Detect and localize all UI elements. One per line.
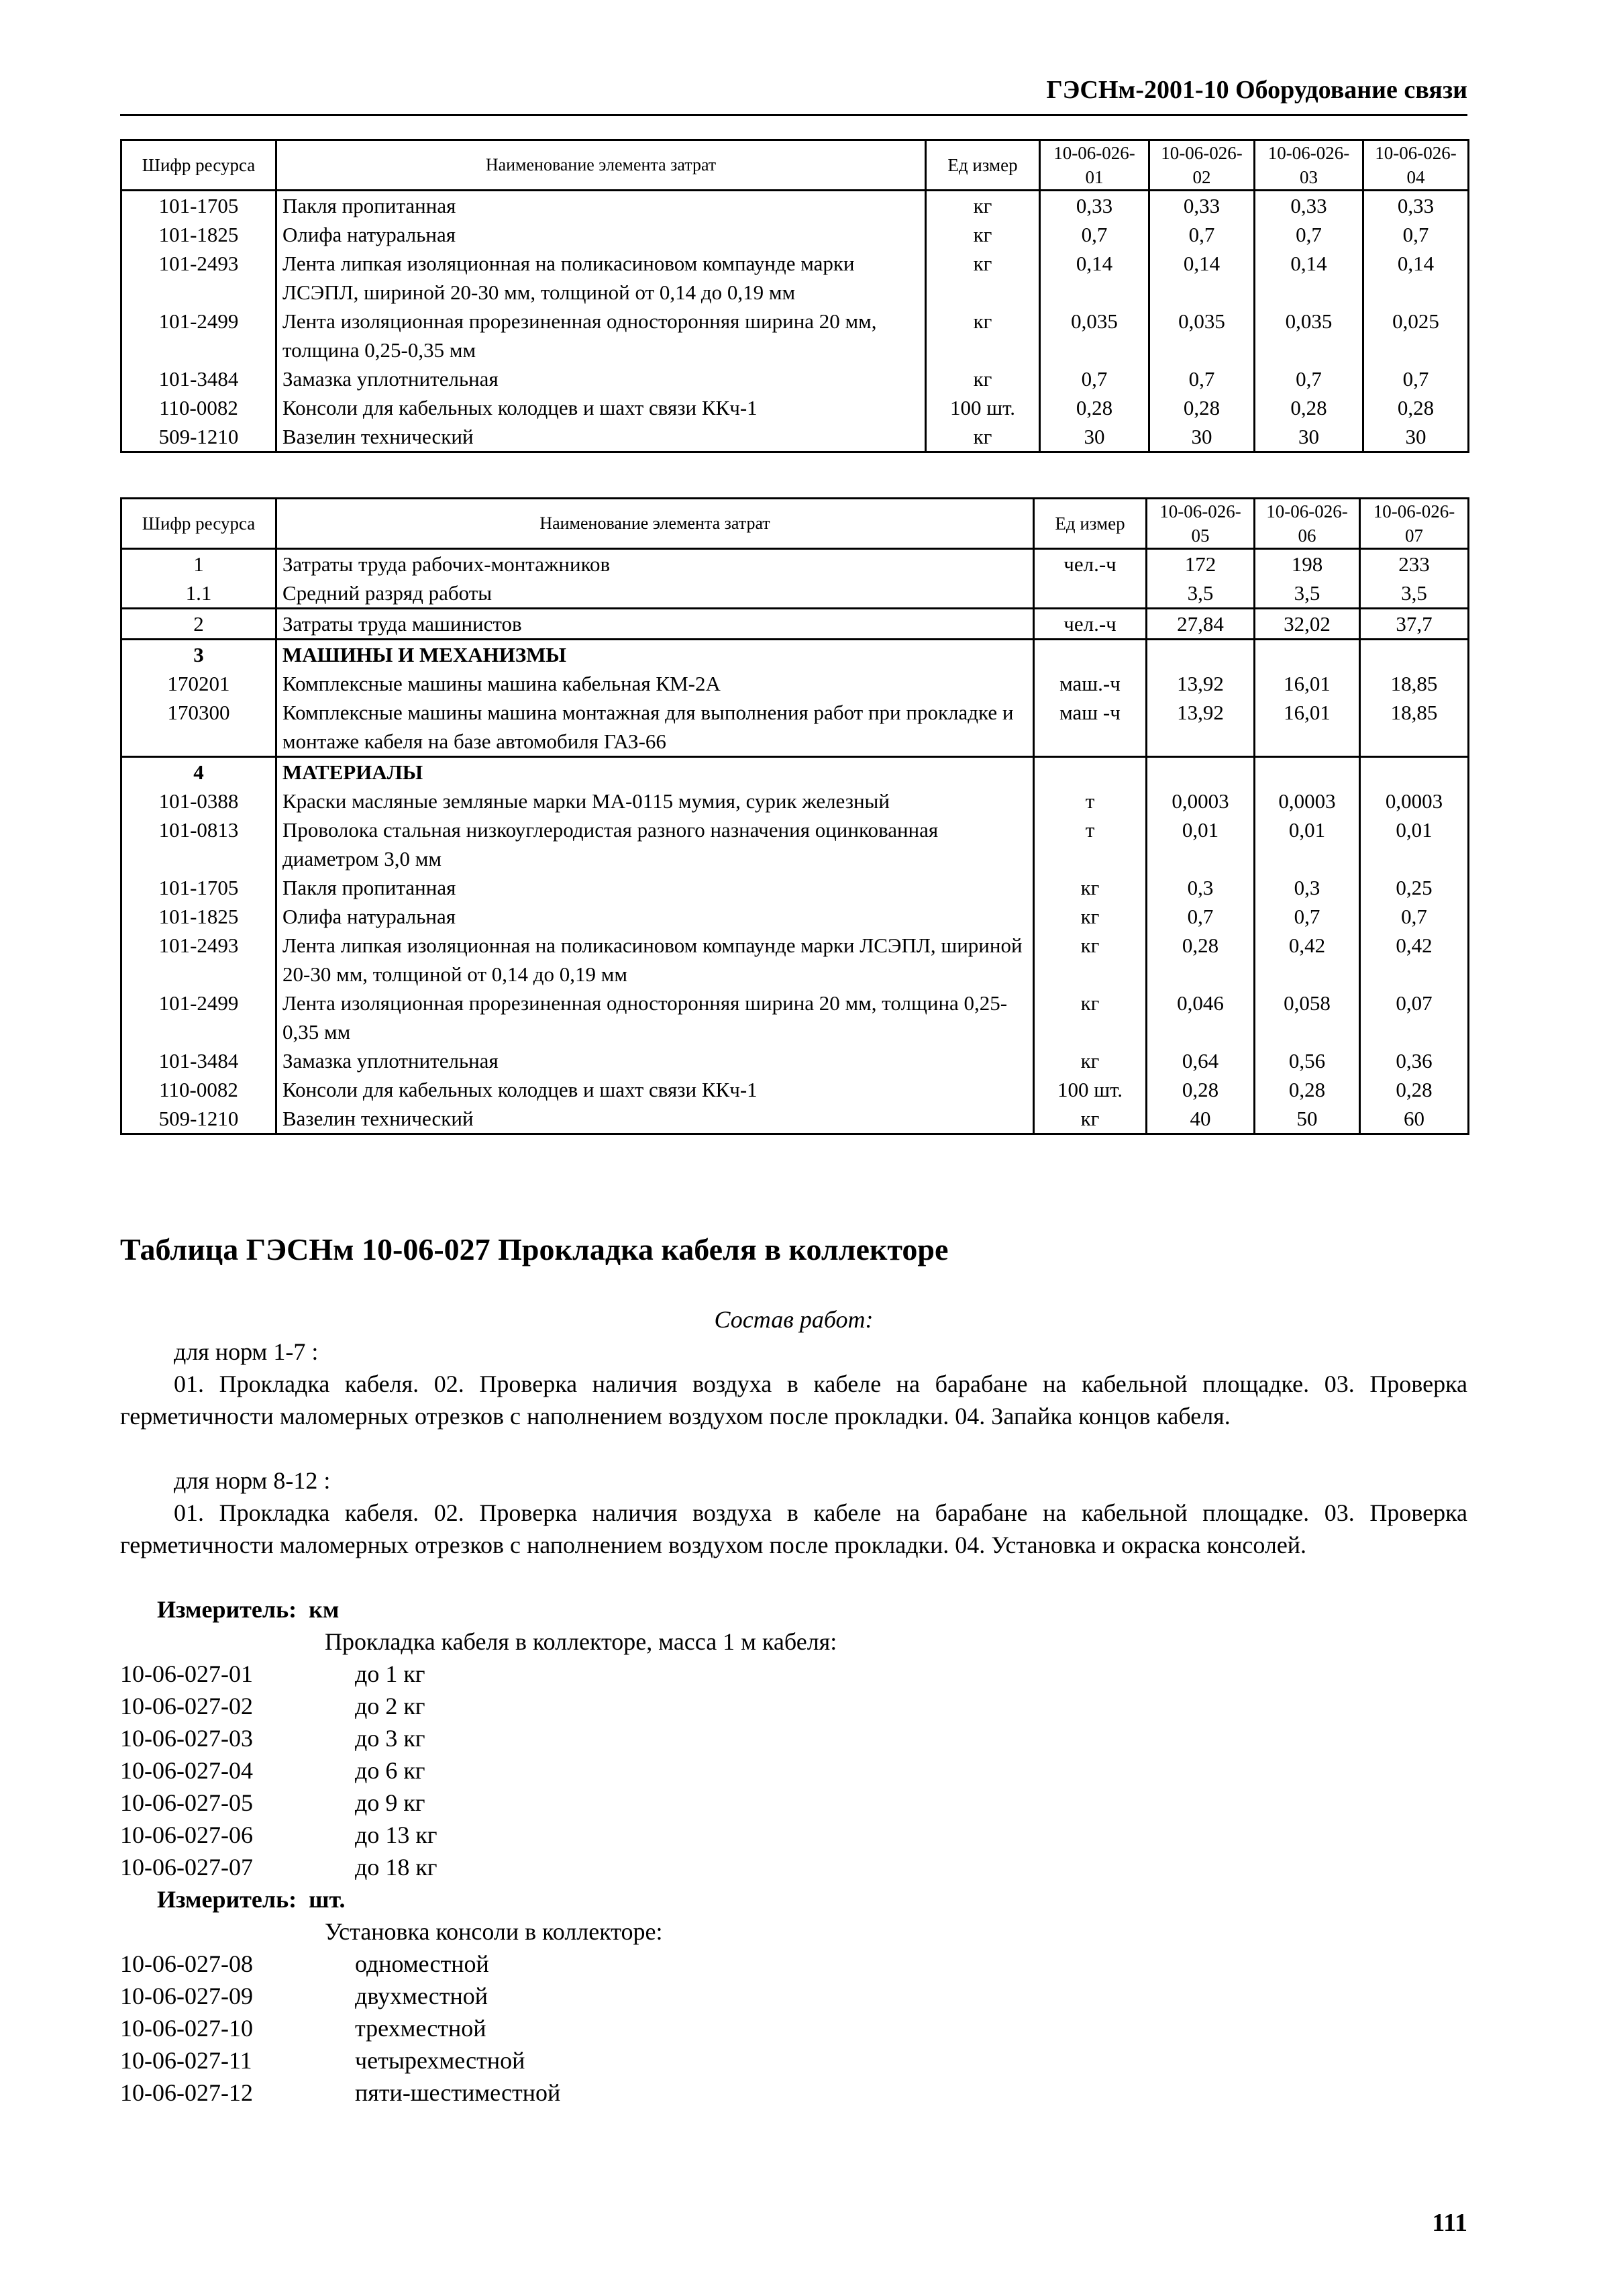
norm-description: пяти-шестиместной bbox=[355, 2079, 561, 2106]
norm-value: 16,01 bbox=[1255, 698, 1360, 757]
norm-description: до 9 кг bbox=[355, 1789, 425, 1816]
table-row bbox=[121, 815, 1469, 873]
norm-value: 0,28 bbox=[1360, 1075, 1469, 1104]
table-row bbox=[121, 609, 1469, 640]
resource-name: Затраты труда рабочих-монтажников bbox=[276, 549, 1034, 579]
resource-code: 101-1825 bbox=[121, 902, 276, 931]
header-norm: 10-06-026-02 bbox=[1149, 140, 1255, 191]
norm-value: 0,33 bbox=[1255, 191, 1363, 221]
unit: кг bbox=[1034, 873, 1147, 902]
header-unit: Ед измер bbox=[1034, 499, 1147, 549]
norm-value: 0,01 bbox=[1360, 815, 1469, 873]
resource-code: 101-2499 bbox=[121, 307, 276, 364]
norm-value: 0,3 bbox=[1255, 873, 1360, 902]
resource-name: Лента изоляционная прорезиненная односторонняя ширина 20 мм, толщина 0,25-0,35 мм bbox=[276, 307, 926, 364]
norm-value: 0,035 bbox=[1255, 307, 1363, 364]
resource-name: Замазка уплотнительная bbox=[276, 1046, 1034, 1075]
norm-code: 10-06-027-02 bbox=[120, 1693, 253, 1719]
resource-code: 170300 bbox=[121, 698, 276, 757]
resource-code: 101-2493 bbox=[121, 249, 276, 307]
resource-code: 101-1825 bbox=[121, 220, 276, 249]
norm-list-cable bbox=[120, 1593, 837, 2109]
norm-value: 18,85 bbox=[1360, 669, 1469, 698]
norm-description: трехместной bbox=[355, 2015, 486, 2042]
table-row bbox=[121, 757, 1469, 787]
norm-value: 0,7 bbox=[1363, 220, 1469, 249]
table-row bbox=[121, 307, 1469, 364]
norms-1-7-label: для норм 1-7 : bbox=[174, 1338, 319, 1365]
resource-code: 4 bbox=[121, 757, 276, 787]
header-norm: 10-06-026-06 bbox=[1255, 499, 1360, 549]
resource-code: 1 bbox=[121, 549, 276, 579]
unit: кг bbox=[926, 191, 1040, 221]
resource-code: 2 bbox=[121, 609, 276, 640]
unit: кг bbox=[1034, 1104, 1147, 1134]
header-code: Шифр ресурса bbox=[121, 499, 276, 549]
unit: т bbox=[1034, 787, 1147, 815]
norm-value bbox=[1360, 757, 1469, 787]
norm-description: до 3 кг bbox=[355, 1725, 425, 1752]
norm-value: 32,02 bbox=[1255, 609, 1360, 640]
norm-value: 0,7 bbox=[1363, 364, 1469, 393]
table-row bbox=[121, 640, 1469, 670]
resource-name: Пакля пропитанная bbox=[276, 191, 926, 221]
norm-code: 10-06-027-09 bbox=[120, 1983, 253, 2009]
resource-name: МАШИНЫ И МЕХАНИЗМЫ bbox=[276, 640, 1034, 670]
norm-value: 0,64 bbox=[1147, 1046, 1255, 1075]
norms-8-12-label: для норм 8-12 : bbox=[174, 1467, 331, 1494]
unit: чел.-ч bbox=[1034, 549, 1147, 579]
norm-value: 13,92 bbox=[1147, 698, 1255, 757]
norm-code: 10-06-027-01 bbox=[120, 1660, 253, 1687]
resource-code: 110-0082 bbox=[121, 1075, 276, 1104]
norm-value: 0,33 bbox=[1363, 191, 1469, 221]
unit: 100 шт. bbox=[1034, 1075, 1147, 1104]
norm-description: до 6 кг bbox=[355, 1757, 425, 1784]
header-norm: 10-06-026-03 bbox=[1255, 140, 1363, 191]
unit bbox=[1034, 579, 1147, 609]
norm-item bbox=[120, 1754, 837, 1787]
norm-value: 0,0003 bbox=[1255, 787, 1360, 815]
norm-value: 0,28 bbox=[1147, 1075, 1255, 1104]
norm-value bbox=[1255, 757, 1360, 787]
resource-name: Вазелин технический bbox=[276, 1104, 1034, 1134]
unit: маш.-ч bbox=[1034, 669, 1147, 698]
meter-label: Измеритель: bbox=[157, 1886, 297, 1913]
norm-value: 0,7 bbox=[1147, 902, 1255, 931]
norm-value: 0,035 bbox=[1149, 307, 1255, 364]
page-number: 111 bbox=[1432, 2209, 1467, 2237]
header-rule bbox=[120, 114, 1467, 116]
table-row bbox=[121, 422, 1469, 452]
resource-code: 101-2493 bbox=[121, 931, 276, 989]
norm-item bbox=[120, 1787, 837, 1819]
norm-value bbox=[1147, 640, 1255, 670]
norm-value: 172 bbox=[1147, 549, 1255, 579]
norm-value: 30 bbox=[1149, 422, 1255, 452]
norm-value: 0,01 bbox=[1147, 815, 1255, 873]
norm-code: 10-06-027-03 bbox=[120, 1725, 253, 1752]
resource-name: Комплексные машины машина монтажная для выполнения работ при прокладке и монтаже кабеля на базе автомобиля ГАЗ-66 bbox=[276, 698, 1034, 757]
norms-8-12-text: 01. Прокладка кабеля. 02. Проверка наличия воздуха в кабеле на барабане на кабельной площадке. 03. Проверка герметичности маломерных отрезков с наполнением воздухом после прокладки. 04. Установка и окраска консолей. bbox=[120, 1499, 1467, 1558]
group-title: Прокладка кабеля в коллекторе, масса 1 м кабеля: bbox=[325, 1628, 837, 1655]
resource-name: Олифа натуральная bbox=[276, 220, 926, 249]
section-title: Таблица ГЭСНм 10-06-027 Прокладка кабеля в коллекторе bbox=[120, 1232, 949, 1266]
meter-value: км bbox=[309, 1596, 340, 1623]
norm-value: 0,7 bbox=[1040, 220, 1149, 249]
table-row bbox=[121, 364, 1469, 393]
norm-value: 30 bbox=[1040, 422, 1149, 452]
resource-name: Замазка уплотнительная bbox=[276, 364, 926, 393]
norm-item bbox=[120, 1658, 837, 1690]
header-unit: Ед измер bbox=[926, 140, 1040, 191]
table-row bbox=[121, 579, 1469, 609]
norm-value: 0,7 bbox=[1149, 364, 1255, 393]
meter-value: шт. bbox=[309, 1886, 346, 1913]
resource-name: Лента липкая изоляционная на поликасиновом компаунде марки ЛСЭПЛ, шириной 20-30 мм, толщиной от 0,14 до 0,19 мм bbox=[276, 931, 1034, 989]
meter-label: Измеритель: bbox=[157, 1596, 297, 1623]
norm-value: 0,035 bbox=[1040, 307, 1149, 364]
norm-code: 10-06-027-05 bbox=[120, 1789, 253, 1816]
unit: кг bbox=[1034, 902, 1147, 931]
header-name: Наименование элемента затрат bbox=[276, 140, 926, 191]
norm-value: 233 bbox=[1360, 549, 1469, 579]
norm-description: до 1 кг bbox=[355, 1660, 425, 1687]
norm-code: 10-06-027-07 bbox=[120, 1854, 253, 1881]
norm-value bbox=[1147, 757, 1255, 787]
unit: кг bbox=[926, 307, 1040, 364]
norm-item bbox=[120, 1948, 837, 1980]
table-row bbox=[121, 989, 1469, 1046]
norm-value: 0,28 bbox=[1149, 393, 1255, 422]
norm-value: 0,28 bbox=[1147, 931, 1255, 989]
norm-description: четырехместной bbox=[355, 2047, 525, 2074]
resource-code: 509-1210 bbox=[121, 1104, 276, 1134]
resource-code: 101-0813 bbox=[121, 815, 276, 873]
norm-code: 10-06-027-08 bbox=[120, 1950, 253, 1977]
norm-value: 30 bbox=[1363, 422, 1469, 452]
norm-value: 3,5 bbox=[1147, 579, 1255, 609]
resource-code: 3 bbox=[121, 640, 276, 670]
resource-code: 1.1 bbox=[121, 579, 276, 609]
norm-value: 0,42 bbox=[1360, 931, 1469, 989]
group-title: Установка консоли в коллекторе: bbox=[325, 1918, 663, 1945]
norm-value: 0,36 bbox=[1360, 1046, 1469, 1075]
resource-code: 101-0388 bbox=[121, 787, 276, 815]
norm-value: 0,7 bbox=[1149, 220, 1255, 249]
norm-description: двухместной bbox=[355, 1983, 488, 2009]
table-row bbox=[121, 393, 1469, 422]
norm-value: 0,07 bbox=[1360, 989, 1469, 1046]
unit: т bbox=[1034, 815, 1147, 873]
composition-label: Состав работ: bbox=[714, 1306, 874, 1333]
norm-value: 0,14 bbox=[1363, 249, 1469, 307]
norm-value: 0,7 bbox=[1255, 902, 1360, 931]
norm-item bbox=[120, 1722, 837, 1754]
table-row bbox=[121, 902, 1469, 931]
resource-code: 101-3484 bbox=[121, 364, 276, 393]
running-header: ГЭСНм-2001-10 Оборудование связи bbox=[1046, 76, 1467, 104]
resource-table-026-01-04 bbox=[120, 139, 1469, 453]
resource-code: 101-1705 bbox=[121, 873, 276, 902]
norm-value bbox=[1255, 640, 1360, 670]
resource-name: Затраты труда машинистов bbox=[276, 609, 1034, 640]
table-row bbox=[121, 549, 1469, 579]
resource-name: Консоли для кабельных колодцев и шахт связи ККч-1 bbox=[276, 393, 926, 422]
resource-name: МАТЕРИАЛЫ bbox=[276, 757, 1034, 787]
unit: 100 шт. bbox=[926, 393, 1040, 422]
unit: кг bbox=[926, 249, 1040, 307]
norm-value: 0,14 bbox=[1149, 249, 1255, 307]
norm-value: 0,046 bbox=[1147, 989, 1255, 1046]
norm-value: 40 bbox=[1147, 1104, 1255, 1134]
norm-value: 0,14 bbox=[1040, 249, 1149, 307]
resource-name: Олифа натуральная bbox=[276, 902, 1034, 931]
norm-description: до 2 кг bbox=[355, 1693, 425, 1719]
header-norm: 10-06-026-07 bbox=[1360, 499, 1469, 549]
norm-value: 0,42 bbox=[1255, 931, 1360, 989]
norm-value bbox=[1360, 640, 1469, 670]
resource-code: 101-1705 bbox=[121, 191, 276, 221]
resource-name: Консоли для кабельных колодцев и шахт связи ККч-1 bbox=[276, 1075, 1034, 1104]
table-row bbox=[121, 220, 1469, 249]
resource-name: Проволока стальная низкоуглеродистая разного назначения оцинкованная диаметром 3,0 мм bbox=[276, 815, 1034, 873]
table-row bbox=[121, 787, 1469, 815]
header-name: Наименование элемента затрат bbox=[276, 499, 1034, 549]
norm-value: 0,058 bbox=[1255, 989, 1360, 1046]
resource-code: 110-0082 bbox=[121, 393, 276, 422]
unit: кг bbox=[1034, 989, 1147, 1046]
norm-value: 0,33 bbox=[1040, 191, 1149, 221]
norm-description: одноместной bbox=[355, 1950, 489, 1977]
norms-1-7-text: 01. Прокладка кабеля. 02. Проверка наличия воздуха в кабеле на барабане на кабельной площадке. 03. Проверка герметичности маломерных отрезков с наполнением воздухом после прокладки. 04. Запайка концов кабеля. bbox=[120, 1370, 1467, 1430]
table-row bbox=[121, 1104, 1469, 1134]
unit: чел.-ч bbox=[1034, 609, 1147, 640]
norm-item bbox=[120, 2077, 837, 2109]
norm-value: 0,25 bbox=[1360, 873, 1469, 902]
norm-code: 10-06-027-11 bbox=[120, 2047, 252, 2074]
norm-value: 27,84 bbox=[1147, 609, 1255, 640]
resource-name: Средний разряд работы bbox=[276, 579, 1034, 609]
resource-name: Краски масляные земляные марки МА-0115 мумия, сурик железный bbox=[276, 787, 1034, 815]
norm-code: 10-06-027-10 bbox=[120, 2015, 253, 2042]
header-norm: 10-06-026-05 bbox=[1147, 499, 1255, 549]
unit: кг bbox=[1034, 1046, 1147, 1075]
norm-value: 0,3 bbox=[1147, 873, 1255, 902]
table-row bbox=[121, 249, 1469, 307]
resource-name: Вазелин технический bbox=[276, 422, 926, 452]
norm-value: 0,33 bbox=[1149, 191, 1255, 221]
norm-value: 0,7 bbox=[1255, 364, 1363, 393]
norm-value: 18,85 bbox=[1360, 698, 1469, 757]
norm-value: 0,28 bbox=[1255, 1075, 1360, 1104]
norm-value: 3,5 bbox=[1255, 579, 1360, 609]
table-row bbox=[121, 1046, 1469, 1075]
norm-value: 0,28 bbox=[1040, 393, 1149, 422]
table-row bbox=[121, 698, 1469, 757]
table-row bbox=[121, 669, 1469, 698]
norm-value: 37,7 bbox=[1360, 609, 1469, 640]
table-row bbox=[121, 191, 1469, 221]
norm-value: 0,0003 bbox=[1147, 787, 1255, 815]
norm-value: 0,7 bbox=[1255, 220, 1363, 249]
norm-value: 30 bbox=[1255, 422, 1363, 452]
norm-value: 16,01 bbox=[1255, 669, 1360, 698]
resource-name: Пакля пропитанная bbox=[276, 873, 1034, 902]
table-row bbox=[121, 873, 1469, 902]
norm-value: 3,5 bbox=[1360, 579, 1469, 609]
norm-value: 0,7 bbox=[1040, 364, 1149, 393]
norm-value: 60 bbox=[1360, 1104, 1469, 1134]
unit: маш -ч bbox=[1034, 698, 1147, 757]
resource-table-026-05-07 bbox=[120, 497, 1469, 1135]
header-code: Шифр ресурса bbox=[121, 140, 276, 191]
header-norm: 10-06-026-01 bbox=[1040, 140, 1149, 191]
unit bbox=[1034, 757, 1147, 787]
norm-code: 10-06-027-04 bbox=[120, 1757, 253, 1784]
norm-value: 50 bbox=[1255, 1104, 1360, 1134]
table-row bbox=[121, 931, 1469, 989]
norm-item bbox=[120, 1851, 837, 1883]
unit: кг bbox=[926, 364, 1040, 393]
norm-value: 198 bbox=[1255, 549, 1360, 579]
norm-item bbox=[120, 2012, 837, 2044]
norm-item bbox=[120, 1690, 837, 1722]
resource-name: Лента изоляционная прорезиненная односторонняя ширина 20 мм, толщина 0,25-0,35 мм bbox=[276, 989, 1034, 1046]
norm-code: 10-06-027-12 bbox=[120, 2079, 253, 2106]
norm-value: 0,025 bbox=[1363, 307, 1469, 364]
norm-value: 0,14 bbox=[1255, 249, 1363, 307]
resource-code: 509-1210 bbox=[121, 422, 276, 452]
resource-code: 101-3484 bbox=[121, 1046, 276, 1075]
norm-item bbox=[120, 1980, 837, 2012]
unit: кг bbox=[926, 422, 1040, 452]
norm-code: 10-06-027-06 bbox=[120, 1821, 253, 1848]
norm-description: до 18 кг bbox=[355, 1854, 437, 1881]
norm-item bbox=[120, 2044, 837, 2077]
resource-code: 101-2499 bbox=[121, 989, 276, 1046]
norm-value: 0,56 bbox=[1255, 1046, 1360, 1075]
resource-code: 170201 bbox=[121, 669, 276, 698]
unit: кг bbox=[926, 220, 1040, 249]
resource-name: Лента липкая изоляционная на поликасиновом компаунде марки ЛСЭПЛ, шириной 20-30 мм, толщиной от 0,14 до 0,19 мм bbox=[276, 249, 926, 307]
norm-value: 0,28 bbox=[1255, 393, 1363, 422]
norm-value: 13,92 bbox=[1147, 669, 1255, 698]
unit: кг bbox=[1034, 931, 1147, 989]
header-norm: 10-06-026-04 bbox=[1363, 140, 1469, 191]
norm-value: 0,0003 bbox=[1360, 787, 1469, 815]
norm-item bbox=[120, 1819, 837, 1851]
norm-description: до 13 кг bbox=[355, 1821, 437, 1848]
norm-value: 0,28 bbox=[1363, 393, 1469, 422]
resource-name: Комплексные машины машина кабельная КМ-2А bbox=[276, 669, 1034, 698]
table-row bbox=[121, 1075, 1469, 1104]
norm-value: 0,01 bbox=[1255, 815, 1360, 873]
unit bbox=[1034, 640, 1147, 670]
norm-value: 0,7 bbox=[1360, 902, 1469, 931]
